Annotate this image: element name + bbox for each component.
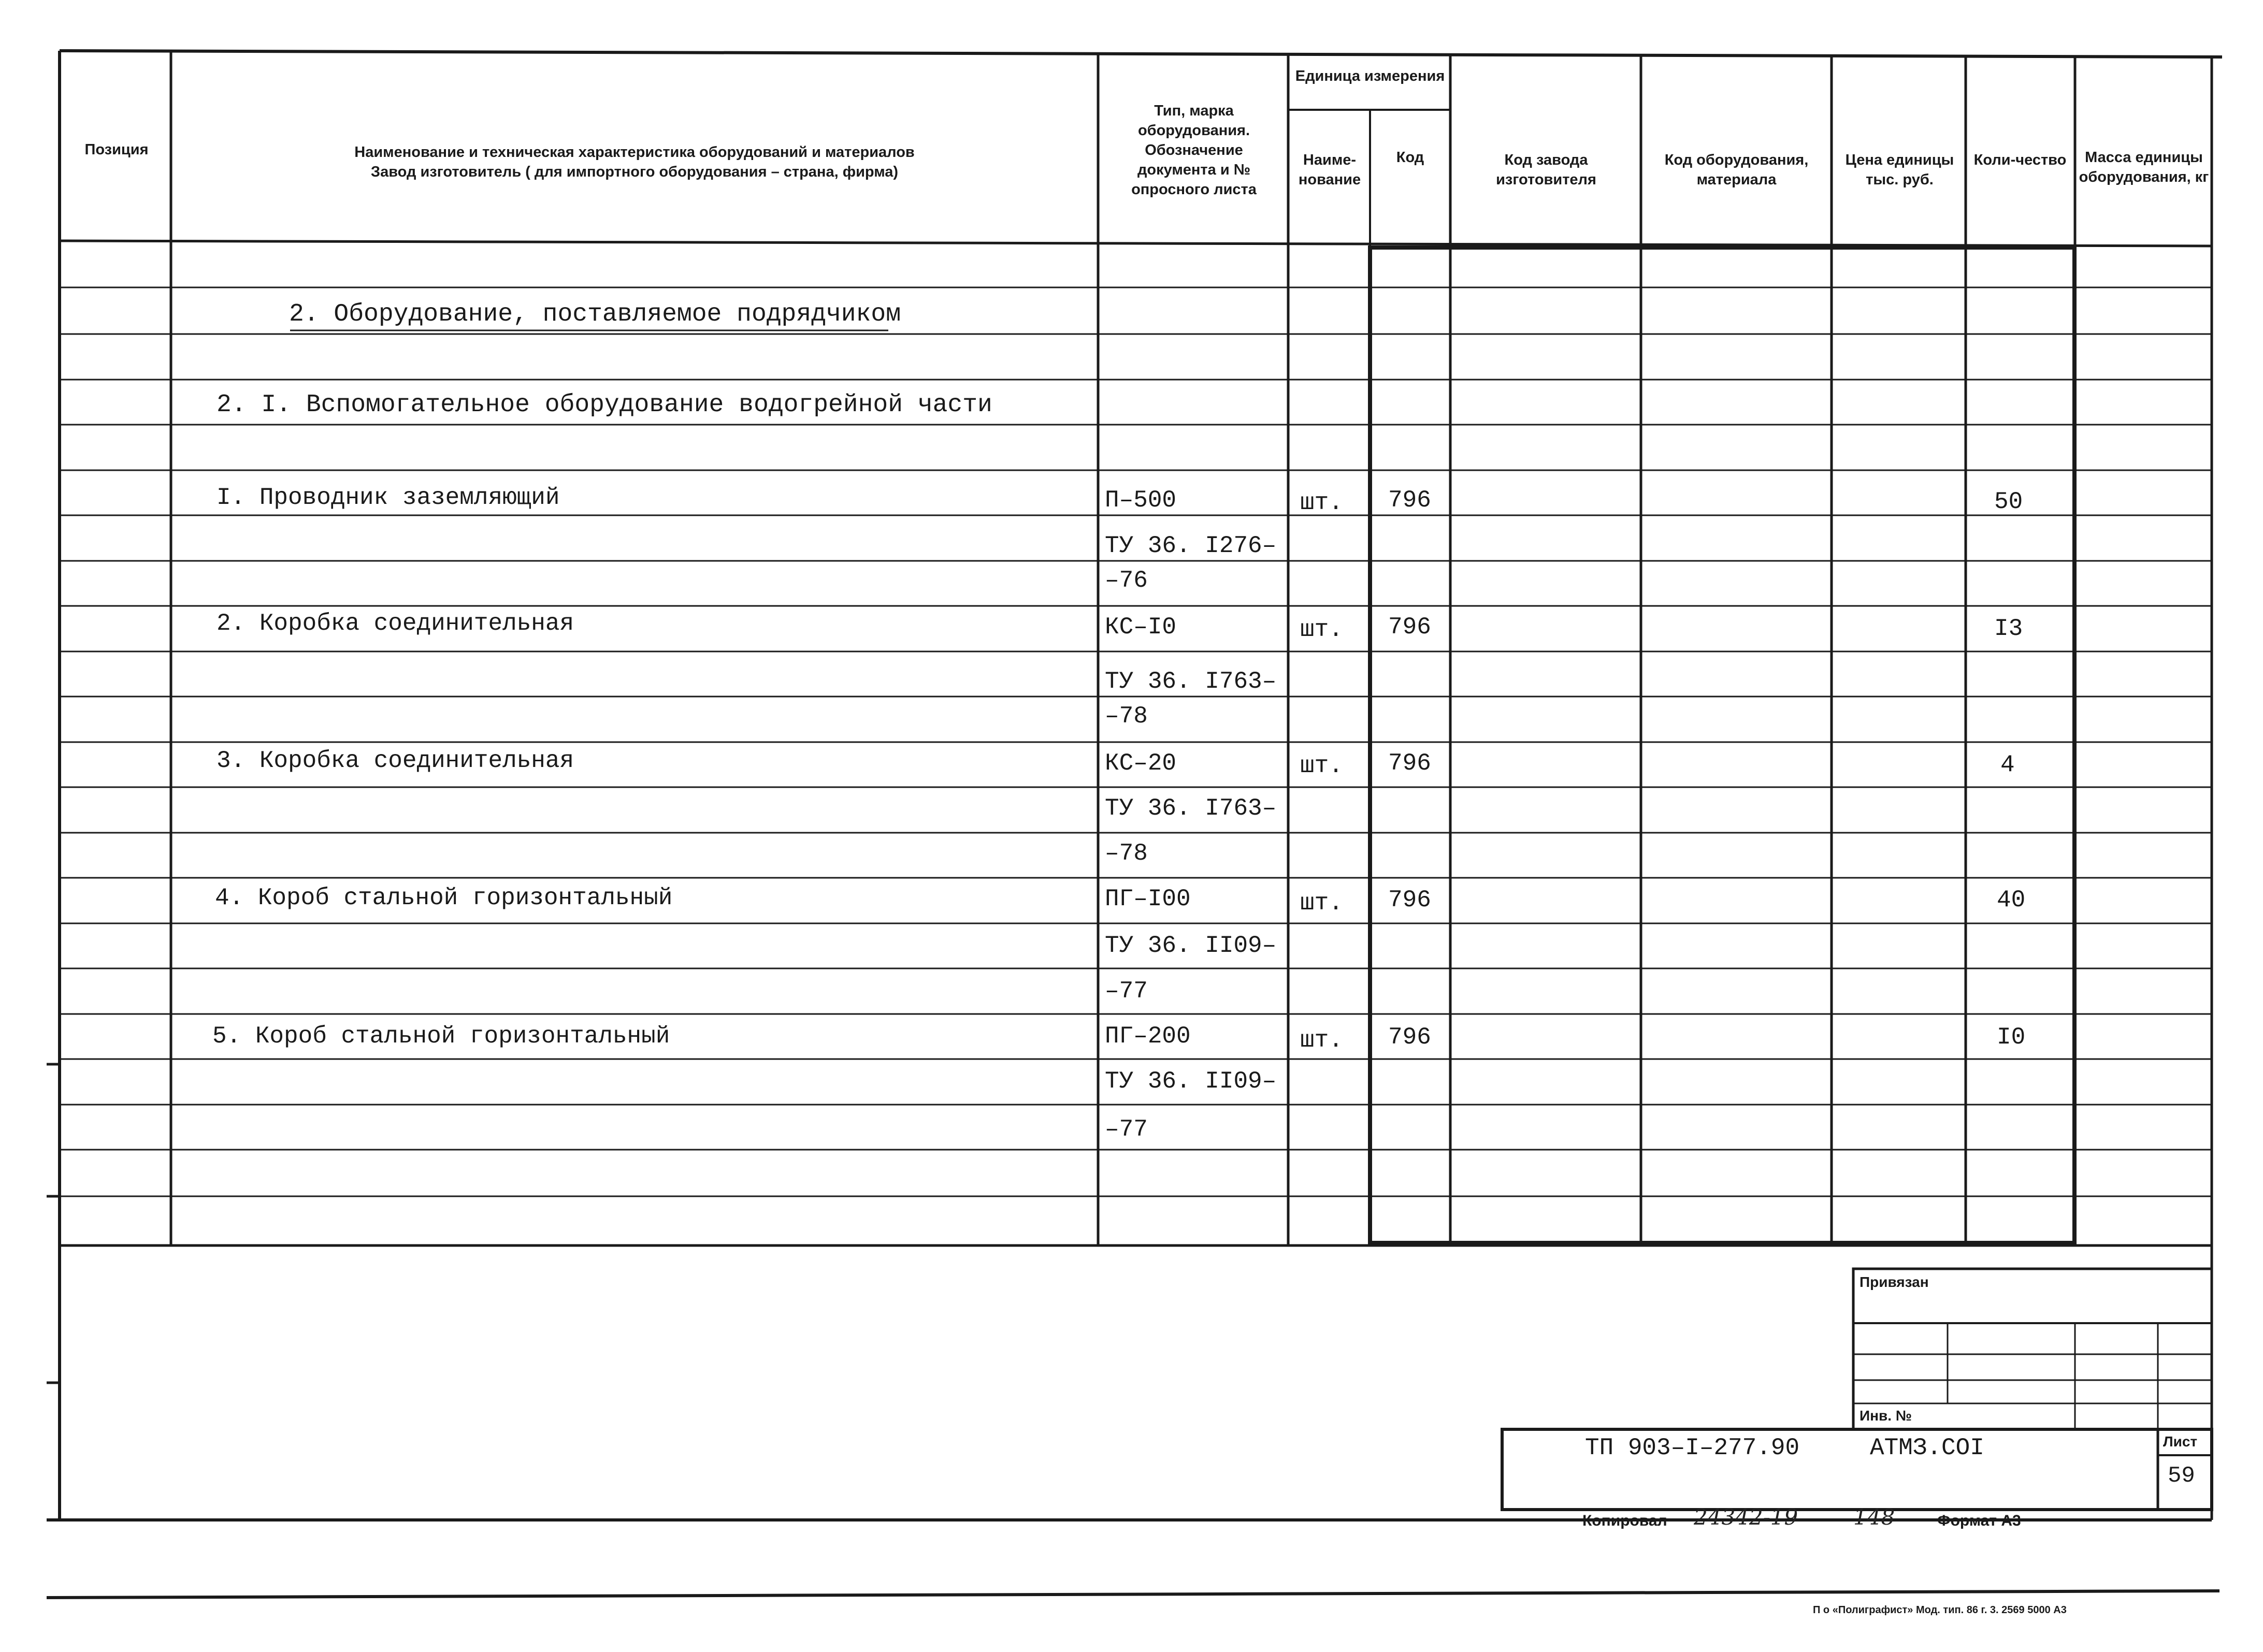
stamp-attached: Привязан [1860,1274,1929,1290]
stamp-doc-code: ТП 903–I–277.90 [1585,1434,1800,1461]
stamp-sheet-label: Лист [2163,1433,2198,1450]
stamp-doc-mark: АТМЗ.COI [1870,1434,1984,1461]
row-1-type-3: –76 [1105,567,1148,594]
row-4-code: 796 [1388,887,1431,914]
row-1-code: 796 [1388,487,1431,514]
header-type: Тип, марка оборудования. Обозначение документа и № опросного листа [1131,103,1257,198]
row-4-type-3: –77 [1105,978,1148,1005]
row-4-name: 4. Короб стальной горизонтальный [215,885,673,911]
row-3-type-2: ТУ 36. I763– [1105,795,1277,822]
row-5-type-1: ПГ–200 [1105,1023,1191,1050]
row-1-qty: 50 [1994,488,2023,515]
section-subtitle: 2. I. Вспомогательное оборудование водогрейной части [217,391,992,419]
row-5-type-3: –77 [1105,1116,1148,1143]
row-5-unit: шт. [1300,1027,1343,1054]
row-1-name: I. Проводник заземляющий [217,484,560,511]
row-2-unit: шт. [1300,616,1343,643]
header-factory-code: Код завода изготовителя [1496,152,1596,188]
header-name-line2: Завод изготовитель ( для импортного оборудования – страна, фирма) [370,164,899,180]
row-2-type-2: ТУ 36. I763– [1105,668,1277,695]
header-unit-group: Единица измерения [1295,68,1445,84]
section-title: 2. Оборудование, поставляемое подрядчиком [289,300,901,328]
row-5-code: 796 [1388,1024,1431,1051]
header-name-line1: Наименование и техническая характеристика оборудований и материалов [354,144,915,161]
row-3-qty: 4 [2000,751,2015,778]
row-1-unit: шт. [1300,489,1343,516]
row-1-type-1: П–500 [1105,487,1177,514]
row-3-type-3: –78 [1105,840,1148,867]
header-equipment-code: Код оборудования, материала [1664,152,1809,188]
row-4-type-2: ТУ 36. II09– [1105,932,1277,959]
stamp-sheet-number: 59 [2168,1463,2195,1489]
row-1-type-2: ТУ 36. I276– [1105,532,1277,559]
row-2-name: 2. Коробка соединительная [217,610,574,637]
header-position: Позиция [84,141,149,158]
row-3-name: 3. Коробка соединительная [217,747,574,774]
row-2-type-3: –78 [1105,703,1148,730]
row-4-unit: шт. [1300,890,1343,917]
row-3-type-1: КС–20 [1105,750,1177,777]
footer-copied-extra: 148 [1853,1504,1895,1530]
row-5-name: 5. Короб стальной горизонтальный [212,1023,670,1050]
header-unit-code: Код [1396,149,1424,166]
row-2-qty: I3 [1994,615,2023,642]
footer-print-note: П о «Полиграфист» Мод. тип. 86 г. 3. 2569 5000 А3 [1813,1604,2067,1616]
stamp-inv: Инв. № [1860,1408,1912,1424]
header-price: Цена единицы тыс. руб. [1845,152,1954,188]
footer-format: Формат А3 [1937,1512,2021,1529]
row-4-type-1: ПГ–I00 [1105,886,1191,912]
footer-copied-label: Копировал [1582,1512,1667,1529]
row-2-type-1: КС–I0 [1105,614,1177,641]
header-mass: Масса единицы оборудования, кг [2079,149,2209,185]
row-3-unit: шт. [1300,752,1343,779]
row-5-type-2: ТУ 36. II09– [1105,1068,1277,1095]
footer-copied-value: 24342-19 [1694,1504,1798,1530]
row-2-code: 796 [1388,614,1431,641]
row-4-qty: 40 [1997,887,2026,914]
header-unit-name: Наиме-нование [1298,152,1361,188]
row-5-qty: I0 [1997,1024,2026,1051]
header-quantity: Коли-чество [1973,152,2067,168]
row-3-code: 796 [1388,750,1431,777]
